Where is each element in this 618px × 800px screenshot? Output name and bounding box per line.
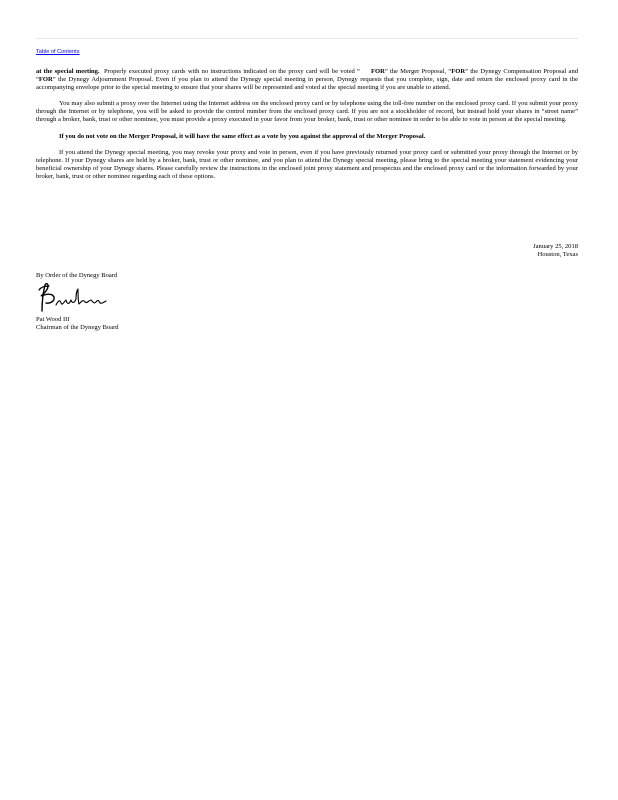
paragraph-revoke-proxy: If you attend the Dynegy special meeting, you may revoke your proxy and vote in person, even if you have previously returned your proxy card or submitted your proxy through the Internet or by telephone. If your Dynegy shares are held by a broker, bank, trust or other nominee, and you plan to attend the Dynegy special meeting, please bring to the special meeting your statement evidencing your beneficial ownership of your Dynegy shares. Please carefully review the instructions in the enclosed joint proxy statement and prospectus and the enclosed proxy card or the information forwarded by your broker, bank, trust or other nominee regarding each of these options. bbox=[36, 148, 578, 180]
paragraph-lead: at the special meeting. bbox=[36, 68, 100, 75]
dateline bbox=[533, 243, 578, 259]
date-text: January 25, 2018 bbox=[533, 243, 578, 250]
table-of-contents-link[interactable]: Table of Contents bbox=[36, 49, 80, 55]
header-divider bbox=[36, 38, 578, 39]
place-text: Houston, Texas bbox=[537, 251, 578, 259]
handwritten-signature bbox=[36, 281, 122, 315]
body-text bbox=[36, 68, 578, 189]
paragraph-merger-warning: If you do not vote on the Merger Proposal, it will have the same effect as a vote by you against the approval of the Merger Proposal. bbox=[59, 132, 426, 140]
by-order-line: By Order of the Dynegy Board bbox=[36, 272, 118, 279]
paragraph-proxy-cards: at the special meeting. Properly executed proxy cards with no instructions indicated on the proxy card will be voted “ FOR” the Merger Proposal, “FOR” the Dynegy Compensation Proposal and “FOR” the Dynegy Adjournment Proposal. Even if you plan to attend the Dynegy special meeting in person, Dynegy requests that you complete, sign, date and return the enclosed proxy card in the accompanying envelope prior to the special meeting to ensure that your shares will be represented and voted at the special meeting if you are unable to attend. bbox=[36, 68, 578, 92]
paragraph-internet-proxy: You may also submit a proxy over the Internet using the Internet address on the enclosed proxy card or by telephone using the toll-free number on the enclosed proxy card. If you submit your proxy through the Internet or by telephone, you will be asked to provide the control number from the enclosed proxy card. If you are not a stockholder of record, but instead hold your shares in “street name” through a broker, bank, trust or other nominee, you must provide a proxy executed in your favor from your broker, bank, trust or other nominee in order to be able to vote in person at the special meeting. bbox=[36, 100, 578, 124]
signatory-block bbox=[36, 316, 119, 332]
signatory-name: Pat Wood III bbox=[36, 316, 70, 323]
signatory-title: Chairman of the Dynegy Board bbox=[36, 324, 119, 332]
